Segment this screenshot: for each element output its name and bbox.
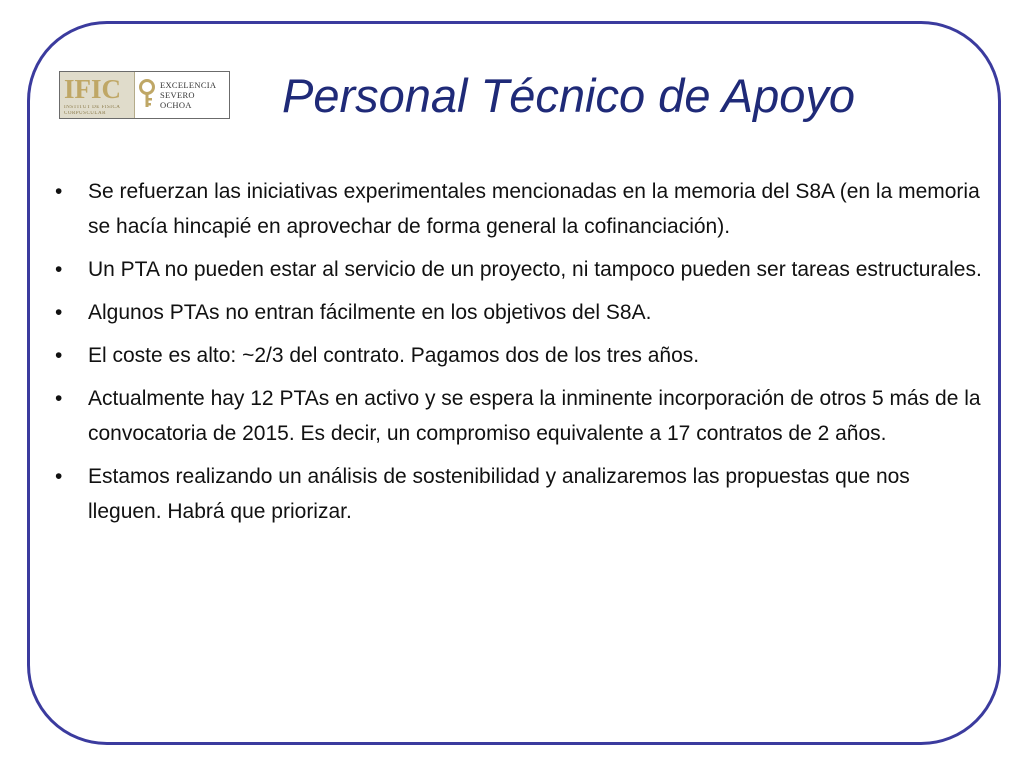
bullet-marker: • — [55, 465, 63, 488]
bullet-marker: • — [55, 344, 63, 367]
bullet-marker: • — [55, 301, 63, 324]
bullet-marker: • — [55, 258, 63, 281]
bullet-item — [55, 459, 985, 529]
bullet-item — [55, 295, 985, 330]
bullet-text: Actualmente hay 12 PTAs en activo y se espera la inminente incorporación de otros 5 más de la convocatoria de 2015. Es decir, un compromiso equivalente a 17 contratos de 2 años. — [88, 387, 981, 445]
bullet-marker: • — [55, 387, 63, 410]
severo-ochoa-seal-icon — [135, 72, 159, 118]
bullet-item — [55, 338, 985, 373]
ific-logo-block — [60, 72, 135, 118]
bullet-item — [55, 174, 985, 244]
bullet-text: Estamos realizando un análisis de sostenibilidad y analizaremos las propuestas que nos lleguen. Habrá que priorizar. — [88, 465, 910, 523]
logo-text-line-3: OCHOA — [160, 100, 192, 110]
logo-text-line-1: EXCELENCIA — [160, 80, 217, 90]
bullet-text: Un PTA no pueden estar al servicio de un proyecto, ni tampoco pueden ser tareas estructurales. — [88, 258, 982, 281]
bullet-item — [55, 381, 985, 451]
bullet-text: Se refuerzan las iniciativas experimentales mencionadas en la memoria del S8A (en la memoria se hacía hincapié en aprovechar de forma general la cofinanciación). — [88, 180, 980, 238]
ific-severo-ochoa-logo — [59, 71, 230, 119]
bullet-text: Algunos PTAs no entran fácilmente en los objetivos del S8A. — [88, 301, 652, 324]
bullet-text: El coste es alto: ~2/3 del contrato. Pagamos dos de los tres años. — [88, 344, 700, 367]
slide-title: Personal Técnico de Apoyo — [282, 69, 856, 122]
excelencia-severo-ochoa-text — [159, 72, 229, 118]
ific-logo-subtitle-1: INSTITUT DE FÍSICA — [64, 105, 121, 110]
bullet-list — [55, 174, 985, 537]
bullet-item — [55, 252, 985, 287]
logo-text-line-2: SEVERO — [160, 90, 195, 100]
ific-logo-subtitle-2: CORPUSCULAR — [64, 111, 106, 116]
ific-logo-word: IFIC — [64, 74, 122, 104]
bullet-marker: • — [55, 180, 63, 203]
